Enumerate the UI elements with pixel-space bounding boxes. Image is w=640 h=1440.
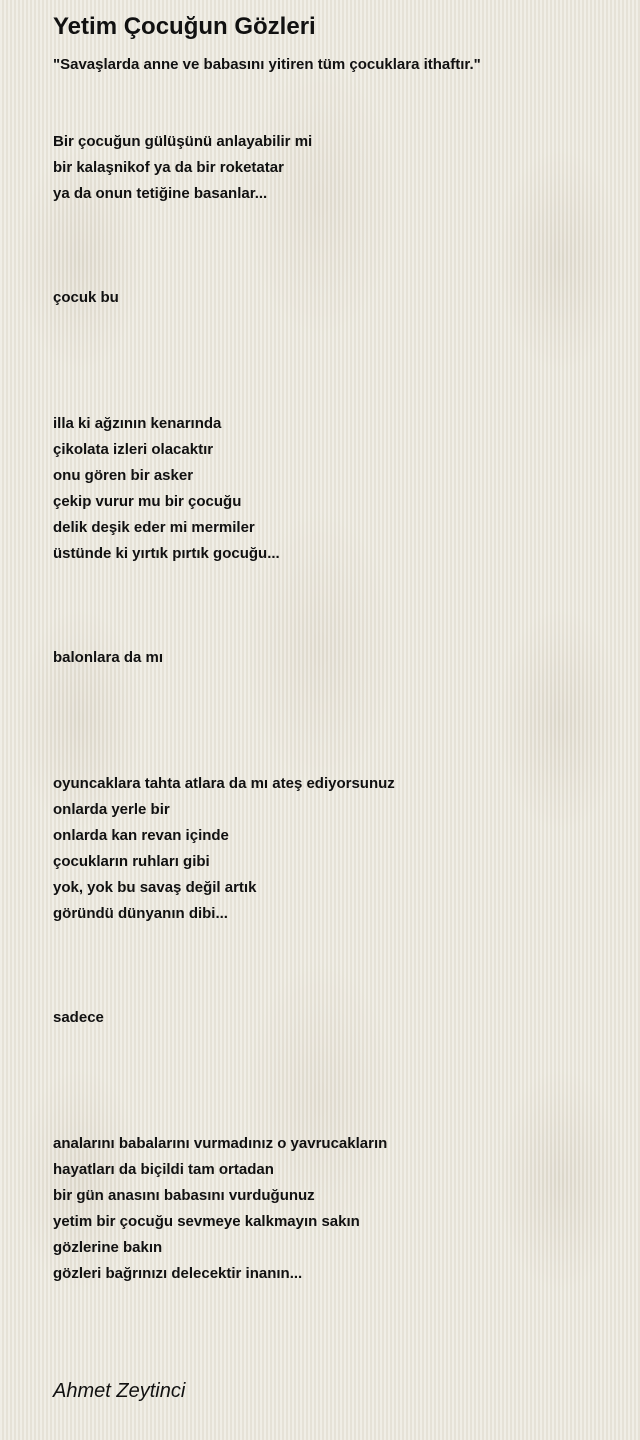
poem-line: çekip vurur mu bir çocuğu [53, 493, 242, 510]
poem-line: çocukların ruhları gibi [53, 853, 210, 870]
poem-line: balonlara da mı [53, 649, 164, 666]
stanza-3 [53, 411, 280, 567]
poem-line: onlarda yerle bir [53, 801, 170, 818]
poem-line: yok, yok bu savaş değil artık [53, 879, 257, 896]
poem-line: çikolata izleri olacaktır [53, 441, 214, 458]
poem-line: gözlerine bakın [53, 1239, 163, 1256]
poem-line: gözleri bağrınızı delecektir inanın... [53, 1265, 303, 1282]
poem-line: analarını babalarını vurmadınız o yavrucakların [53, 1135, 388, 1152]
poem-line: Bir çocuğun gülüşünü anlayabilir mi [53, 133, 313, 150]
poem-line: sadece [53, 1009, 104, 1026]
stanza-6 [53, 1005, 104, 1031]
poem-line: yetim bir çocuğu sevmeye kalkmayın sakın [53, 1213, 360, 1230]
stanza-5 [53, 771, 395, 927]
stanza-7 [53, 1131, 387, 1287]
stanza-2 [53, 285, 119, 311]
poem-line: ya da onun tetiğine basanlar... [53, 185, 268, 202]
poem-line: onu gören bir asker [53, 467, 194, 484]
poem-line: illa ki ağzının kenarında [53, 415, 222, 432]
poem-line: delik deşik eder mi mermiler [53, 519, 255, 536]
poem-line: bir kalaşnikof ya da bir roketatar [53, 159, 284, 176]
poem-line: hayatları da biçildi tam ortadan [53, 1161, 274, 1178]
poem-line: göründü dünyanın dibi... [53, 905, 228, 922]
poem-author: Ahmet Zeytinci [53, 1380, 186, 1402]
stanza-1 [53, 129, 312, 207]
poem-line: çocuk bu [53, 289, 119, 306]
poem-dedication: "Savaşlarda anne ve babasını yitiren tüm çocuklara ithaftır." [53, 56, 481, 73]
poem-title: Yetim Çocuğun Gözleri [53, 13, 316, 40]
poem-line: onlarda kan revan içinde [53, 827, 229, 844]
poem-line: oyuncaklara tahta atlara da mı ateş ediyorsunuz [53, 775, 395, 792]
poem-line: üstünde ki yırtık pırtık gocuğu... [53, 545, 280, 562]
stanza-4 [53, 645, 163, 671]
poem-line: bir gün anasını babasını vurduğunuz [53, 1187, 315, 1204]
